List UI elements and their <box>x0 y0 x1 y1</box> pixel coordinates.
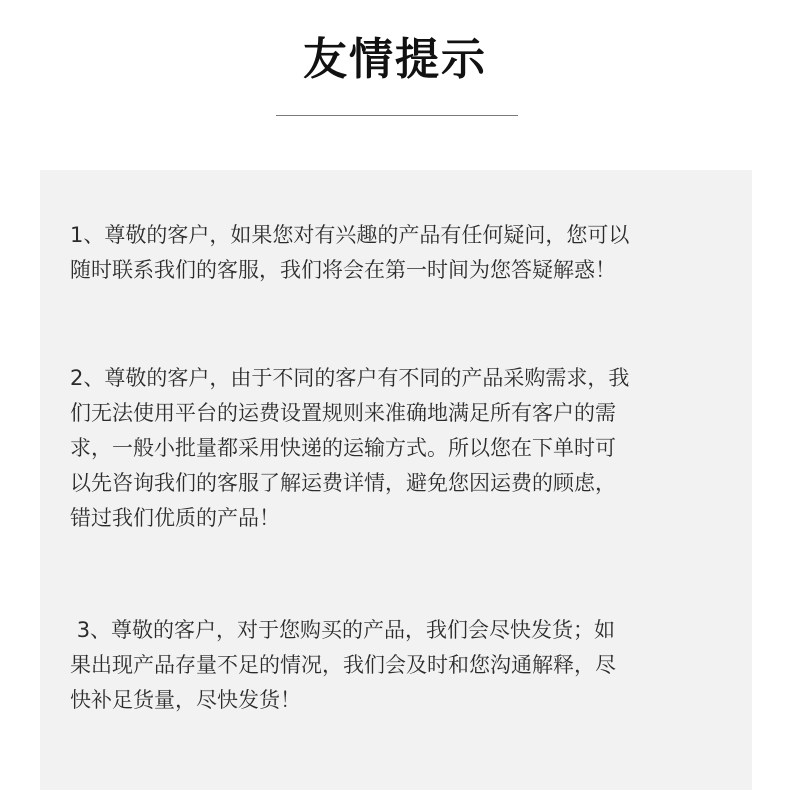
notice-paragraph-2: 2、尊敬的客户，由于不同的客户有不同的产品采购需求，我 们无法使用平台的运费设置规则来准确地满足所有客户的需 求，一般小批量都采用快递的运输方式。所以您在下单时可 以先咨询我们的客服了解运费详情，避免您因运费的顾虑， 错过我们优质的产品！ <box>70 366 630 530</box>
notice-paragraph-3: 3、尊敬的客户，对于您购买的产品，我们会尽快发货；如 果出现产品存量不足的情况，我们会及时和您沟通解释，尽 快补足货量，尽快发货！ <box>70 618 616 712</box>
title-divider <box>276 115 518 116</box>
notice-paragraph-1: 1、尊敬的客户，如果您对有兴趣的产品有任何疑问，您可以 随时联系我们的客服，我们将会在第一时间为您答疑解惑！ <box>70 223 630 282</box>
notice-box <box>40 170 752 790</box>
page-title: 友情提示 <box>303 34 487 85</box>
